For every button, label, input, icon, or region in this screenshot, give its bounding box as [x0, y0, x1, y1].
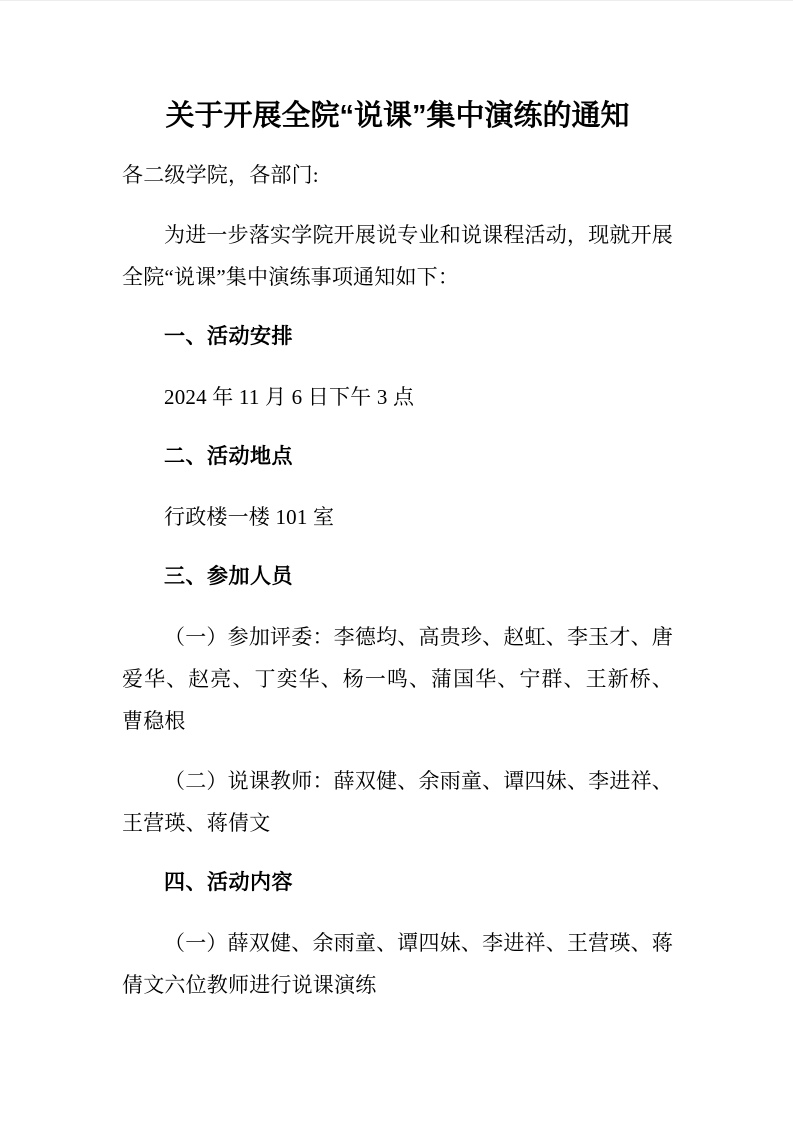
salutation-line: 各二级学院，各部门:	[122, 163, 319, 187]
section-3-paragraph-judges: （一）参加评委：李德均、高贵珍、赵虹、李玉才、唐爱华、赵亮、丁奕华、杨一鸣、蒲国华、宁群、王新桥、曹稳根	[122, 625, 673, 733]
section-2-heading: 二、活动地点	[164, 445, 293, 468]
section-1-heading: 一、活动安排	[164, 325, 293, 348]
section-4-heading: 四、活动内容	[164, 871, 293, 894]
section-1-paragraph-time: 2024 年 11 月 6 日下午 3 点	[164, 385, 415, 409]
section-3-paragraph-teachers: （二）说课教师：薛双健、余雨童、谭四妹、李进祥、王营瑛、蒋倩文	[122, 769, 673, 835]
section-3-heading: 三、参加人员	[164, 565, 293, 588]
section-4-paragraph-content: （一）薛双健、余雨童、谭四妹、李进祥、王营瑛、蒋倩文六位教师进行说课演练	[122, 931, 673, 997]
intro-paragraph: 为进一步落实学院开展说专业和说课程活动，现就开展全院“说课”集中演练事项通知如下：	[122, 223, 673, 289]
section-2-paragraph-location: 行政楼一楼 101 室	[164, 505, 335, 529]
document-title: 关于开展全院“说课”集中演练的通知	[165, 100, 630, 132]
